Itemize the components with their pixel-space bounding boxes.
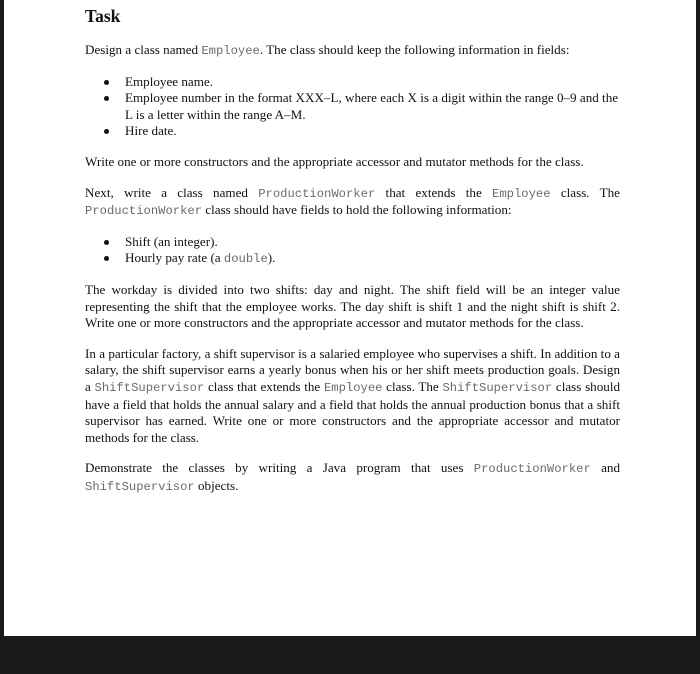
paragraph-employee-intro: [85, 42, 620, 60]
text-run: objects.: [194, 477, 239, 493]
paragraph-constructors: Write one or more constructors and the appropriate accessor and mutator methods for the class.: [85, 153, 584, 169]
text-run: class. The: [382, 378, 443, 394]
text-run: class. The: [550, 184, 620, 200]
text-run: Next, write a class named: [85, 184, 259, 200]
text-run: Demonstrate the classes by writing a Java program that uses: [85, 460, 474, 476]
code-productionworker: ProductionWorker: [85, 204, 203, 219]
text-run: Hourly pay rate (a: [125, 250, 224, 266]
text-run: class that extends the: [204, 378, 324, 394]
code-shiftsupervisor: ShiftSupervisor: [442, 380, 553, 395]
code-productionworker: ProductionWorker: [258, 186, 376, 201]
document-page: [4, 0, 696, 636]
paragraph-workday: The workday is divided into two shifts: day and night. The shift field will be an integer value representing the shift that the employee works. The day shift is shift 1 and the night shift is shift 2. Write one or more constructors and the appropriate accessor and mutator methods for the class.: [85, 281, 620, 331]
paragraph-production-worker: [85, 185, 620, 220]
task-heading: Task: [85, 6, 121, 26]
code-productionworker: ProductionWorker: [473, 462, 591, 477]
code-employee: Employee: [492, 186, 551, 201]
paragraph-demonstrate: [85, 460, 620, 495]
text-run: class should have a field that holds the annual salary and a field that holds the annual production bonus that a shift supervisor has earned. Write one or more constructors and the appropriate accessor and mutator methods for the class.: [85, 378, 620, 445]
list-item: Employee name.: [125, 74, 620, 91]
text-run: . The class should keep the following information in fields:: [259, 42, 570, 57]
code-employee: Employee: [201, 44, 260, 58]
task-content: [85, 6, 620, 509]
text-run: that extends the: [375, 184, 493, 200]
text-run: and: [590, 460, 620, 476]
list-item: Employee number in the format XXX–L, where each X is a digit within the range 0–9 and the L is a letter within the range A–M.: [125, 90, 619, 122]
paragraph-shift-supervisor: [85, 346, 620, 447]
code-shiftsupervisor: ShiftSupervisor: [85, 479, 195, 494]
list-item: [125, 250, 620, 268]
code-shiftsupervisor: ShiftSupervisor: [94, 380, 205, 395]
code-double: double: [223, 252, 268, 267]
text-run: Design a class named: [85, 42, 202, 57]
text-run: ).: [267, 250, 276, 266]
code-employee: Employee: [323, 380, 383, 395]
text-run: class should have fields to hold the following information:: [202, 202, 512, 218]
worker-fields-list: [85, 234, 620, 268]
text-run: In a particular factory, a shift supervisor is a salaried employee who supervises a shift. In addition to a salary, the shift supervisor earns a yearly bonus when his or her shift meets production goals. Design a: [85, 345, 620, 394]
list-item: Shift (an integer).: [125, 234, 620, 251]
employee-fields-list: [85, 74, 620, 140]
list-item: Hire date.: [125, 123, 620, 140]
